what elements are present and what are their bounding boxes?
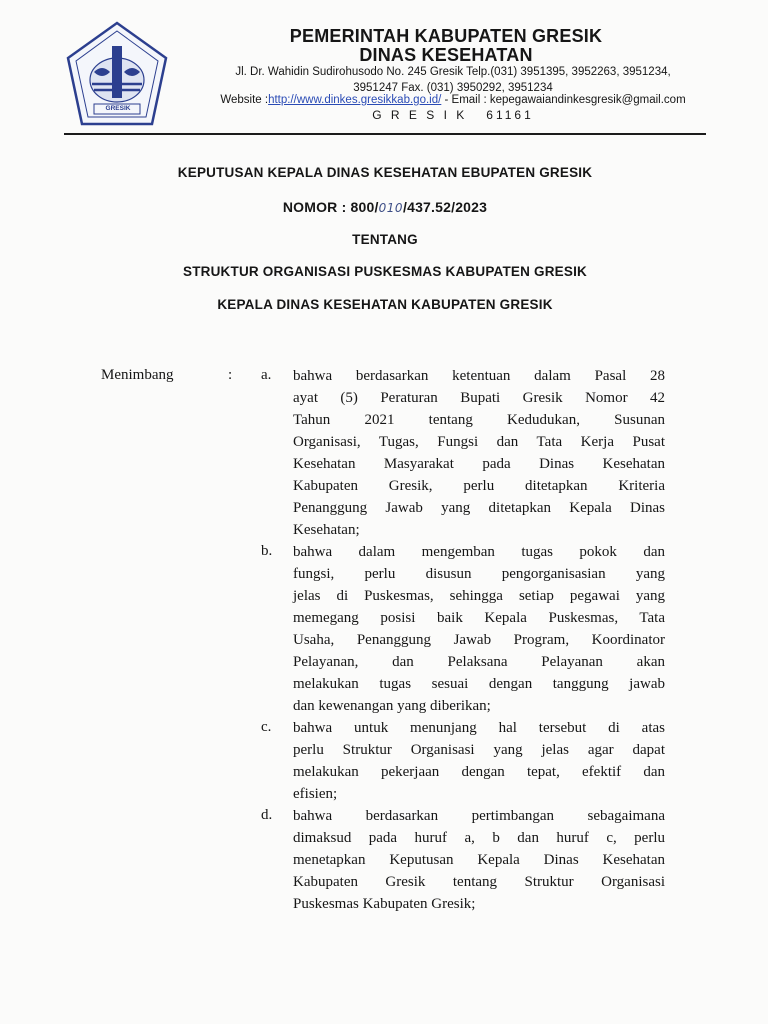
decree-subject: STRUKTUR ORGANISASI PUSKESMAS KABUPATEN GRESIK xyxy=(183,264,587,279)
handwritten-number: 010 xyxy=(378,201,403,215)
letterhead-divider xyxy=(64,133,706,135)
item-b-text xyxy=(293,541,665,717)
item-line: Puskesmas Kabupaten Gresik; xyxy=(293,896,476,912)
item-line: dan kewenangan yang diberikan; xyxy=(293,698,491,714)
item-line: Kesehatan; xyxy=(293,522,360,538)
item-line: dimaksud pada huruf a, b dan huruf c, perlu xyxy=(293,830,665,846)
address-line-1: Jl. Dr. Wahidin Sudirohusodo No. 245 Gresik Telp.(031) 3951395, 3952263, 3951234, xyxy=(235,66,671,78)
item-d-letter: d. xyxy=(261,807,273,823)
website-label: Website : xyxy=(220,94,269,106)
item-line: memegang posisi baik Kepala Puskesmas, Tata xyxy=(293,610,665,626)
email-address: kepegawaiandinkesgresik@gmail.com xyxy=(489,94,686,106)
item-line: Kabupaten Gresik, perlu ditetapkan Kriteria xyxy=(293,478,665,494)
item-line: fungsi, perlu disusun pengorganisasian yang xyxy=(293,566,665,582)
item-c-text xyxy=(293,717,665,805)
item-line: Pelayanan, dan Pelaksana Pelayanan akan xyxy=(293,654,665,670)
item-line: jelas di Puskesmas, sehingga setiap pegawai yang xyxy=(293,588,665,604)
item-line: efisien; xyxy=(293,786,338,802)
item-line: melakukan tugas sesuai dengan tanggung jawab xyxy=(293,676,665,692)
number-suffix: /437.52/2023 xyxy=(403,199,488,215)
government-name: PEMERINTAH KABUPATEN GRESIK xyxy=(289,26,603,46)
email-label: - Email : xyxy=(441,94,490,106)
item-line: bahwa berdasarkan ketentuan dalam Pasal 28 xyxy=(293,368,665,384)
item-line: perlu Struktur Organisasi yang jelas agar dapat xyxy=(293,742,665,758)
item-line: Penanggung Jawab yang ditetapkan Kepala Dinas xyxy=(293,500,665,516)
decree-number xyxy=(64,199,706,215)
item-line: Usaha, Penanggung Jawab Program, Koordinator xyxy=(293,632,665,648)
considering-colon: : xyxy=(228,367,233,383)
website-link[interactable]: http://www.dinkes.gresikkab.go.id/ xyxy=(268,94,442,106)
about-heading: TENTANG xyxy=(352,232,418,247)
item-b-letter: b. xyxy=(261,543,273,559)
item-line: bahwa dalam mengemban tugas pokok dan xyxy=(293,544,665,560)
item-line: Tahun 2021 tentang Kedudukan, Susunan xyxy=(293,412,665,428)
city-postcode: G R E S I K 61161 xyxy=(372,108,534,122)
item-line: melakukan pekerjaan dengan tepat, efektif dan xyxy=(293,764,665,780)
item-line: Organisasi, Tugas, Fungsi dan Tata Kerja Pusat xyxy=(293,434,665,450)
item-line: bahwa untuk menunjang hal tersebut di atas xyxy=(293,720,665,736)
number-prefix: NOMOR : 800/ xyxy=(282,199,379,215)
item-line: menetapkan Keputusan Kepala Dinas Kesehatan xyxy=(293,852,665,868)
agency-name: DINAS KESEHATAN xyxy=(359,45,533,65)
item-d-text xyxy=(293,805,665,915)
emblem-caption: GRESIK xyxy=(105,105,131,112)
item-line: Kabupaten Gresik tentang Struktur Organisasi xyxy=(293,874,665,890)
item-line: ayat (5) Peraturan Bupati Gresik Nomor 42 xyxy=(293,390,665,406)
decree-title: KEPUTUSAN KEPALA DINAS KESEHATAN EBUPATEN GRESIK xyxy=(177,165,593,180)
item-c-letter: c. xyxy=(261,719,272,735)
item-a-text xyxy=(293,365,665,541)
decree-issuer: KEPALA DINAS KESEHATAN KABUPATEN GRESIK xyxy=(217,297,553,312)
address-line-2: 3951247 Fax. (031) 3950292, 3951234 xyxy=(353,82,553,94)
item-line: bahwa berdasarkan pertimbangan sebagaimana xyxy=(293,808,665,824)
considering-label: Menimbang xyxy=(101,367,174,383)
item-a-letter: a. xyxy=(261,367,272,383)
contact-line xyxy=(198,94,708,106)
item-line: Kesehatan Masyarakat pada Dinas Kesehatan xyxy=(293,456,665,472)
